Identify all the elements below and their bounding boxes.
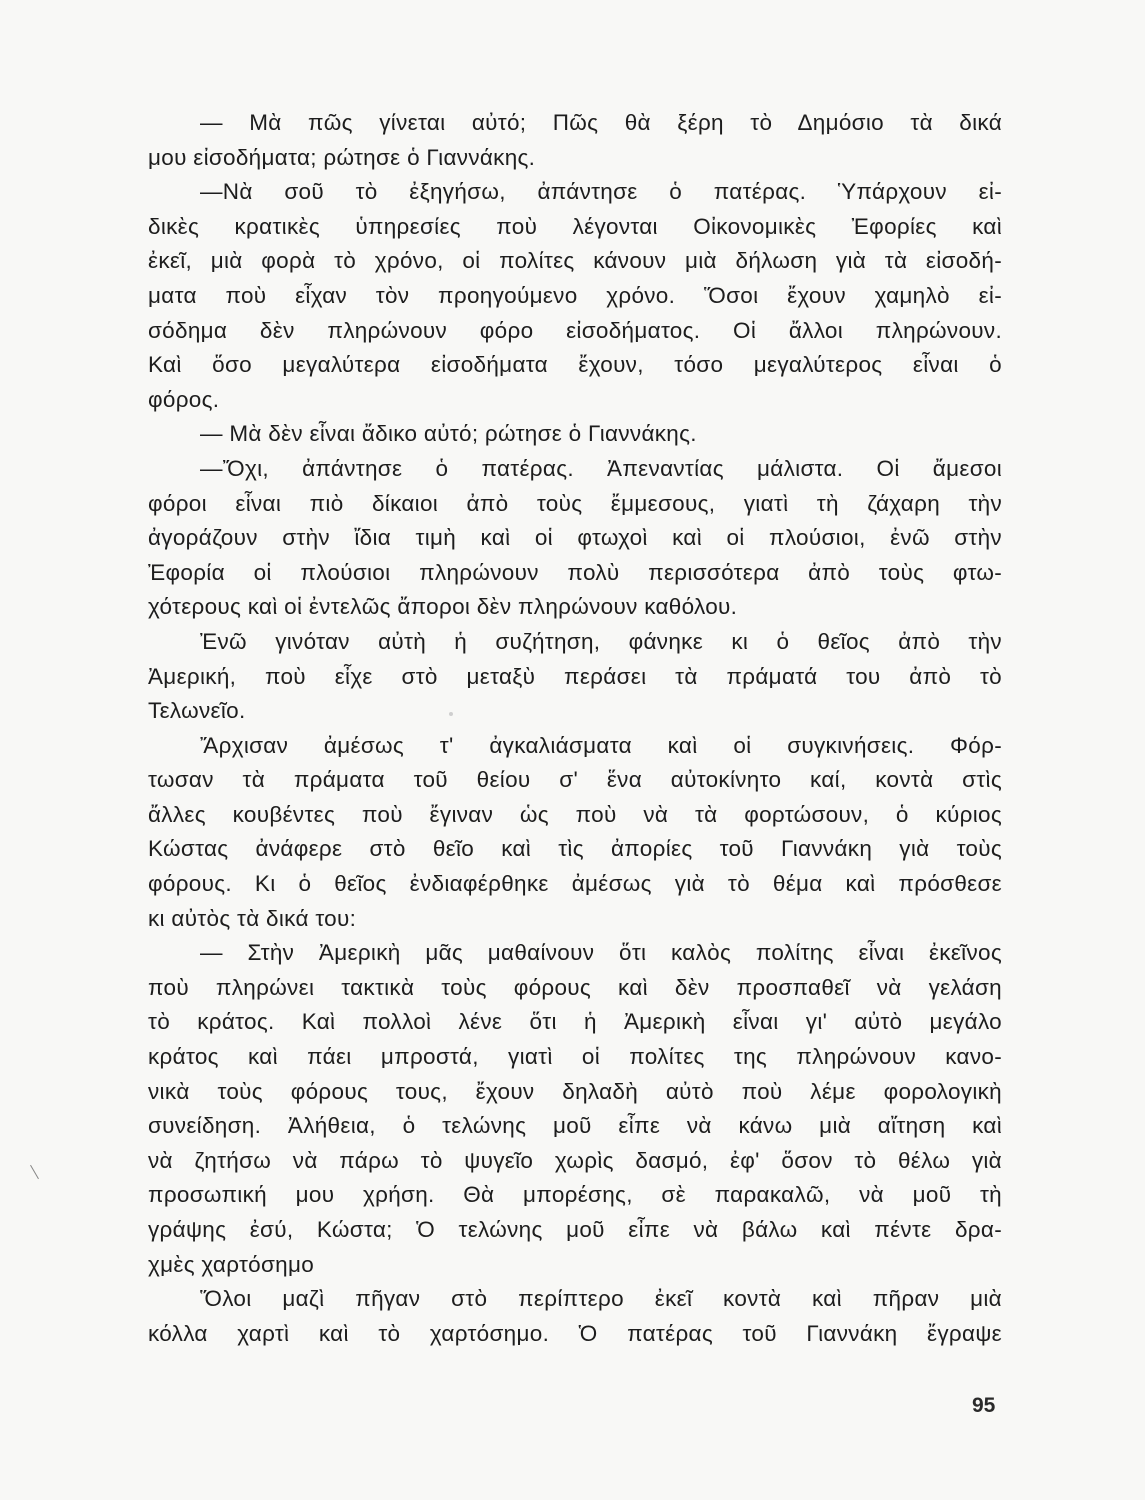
text-line: ἀγοράζουν στὴν ἴδια τιμὴ καὶ οἱ φτωχοὶ καὶ οἱ πλούσιοι, ἐνῶ στὴν xyxy=(148,525,1002,551)
text-line: φόρος. xyxy=(148,386,220,412)
text-line: μου εἰσοδήματα; ρώτησε ὁ Γιαννάκης. xyxy=(148,144,536,170)
text-line: τὸ κράτος. Καὶ πολλοὶ λένε ὅτι ἡ Ἀμερικὴ εἶναι γι' αὐτὸ μεγάλο xyxy=(148,1009,1002,1035)
paper-speck xyxy=(449,712,453,716)
text-line: —Νὰ σοῦ τὸ ἐξηγήσω, ἀπάντησε ὁ πατέρας. Ὑπάρχουν εἰ- xyxy=(200,179,1002,205)
text-line: δικὲς κρατικὲς ὑπηρεσίες ποὺ λέγονται Οἰκονομικὲς Ἐφορίες καὶ xyxy=(148,213,1002,239)
text-line: ἄλλες κουβέντες ποὺ ἔγιναν ὡς ποὺ νὰ τὰ φορτώσουν, ὁ κύριος xyxy=(148,801,1002,827)
text-line: —Ὄχι, ἀπάντησε ὁ πατέρας. Ἀπεναντίας μάλιστα. Οἱ ἄμεσοι xyxy=(200,455,1002,481)
text-line: Κώστας ἀνάφερε στὸ θεῖο καὶ τὶς ἀπορίες τοῦ Γιαννάκη γιὰ τοὺς xyxy=(148,836,1002,862)
text-line: κράτος καὶ πάει μπροστά, γιατὶ οἱ πολίτες της πληρώνουν κανο- xyxy=(148,1044,1002,1070)
margin-mark xyxy=(30,1165,39,1179)
text-line: κι αὐτὸς τὰ δικά του: xyxy=(148,905,357,931)
body-text xyxy=(148,106,1002,1351)
text-line: Ἄρχισαν ἀμέσως τ' ἀγκαλιάσματα καὶ οἱ συγκινήσεις. Φόρ- xyxy=(200,732,1002,758)
page-number: 95 xyxy=(972,1394,996,1417)
text-line: ματα ποὺ εἶχαν τὸν προηγούμενο χρόνο. Ὅσοι ἔχουν χαμηλὸ εἰ- xyxy=(148,282,1002,308)
text-line: νὰ ζητήσω νὰ πάρω τὸ ψυγεῖο χωρὶς δασμό, ἐφ' ὅσον τὸ θέλω γιὰ xyxy=(148,1147,1002,1173)
text-line: Ὅλοι μαζὶ πῆγαν στὸ περίπτερο ἐκεῖ κοντὰ καὶ πῆραν μιὰ xyxy=(200,1286,1002,1312)
text-line: χότερους καὶ οἱ ἐντελῶς ἄποροι δὲν πληρώνουν καθόλου. xyxy=(148,594,738,620)
text-line: — Στὴν Ἀμερικὴ μᾶς μαθαίνουν ὅτι καλὸς πολίτης εἶναι ἐκεῖνος xyxy=(200,940,1002,966)
text-line: συνείδηση. Ἀλήθεια, ὁ τελώνης μοῦ εἶπε νὰ κάνω μιὰ αἴτηση καὶ xyxy=(148,1113,1002,1139)
text-line: Ἀμερική, ποὺ εἶχε στὸ μεταξὺ περάσει τὰ πράματά του ἀπὸ τὸ xyxy=(148,663,1002,689)
text-line: Τελωνεῖο. xyxy=(148,698,246,724)
text-line: νικὰ τοὺς φόρους τους, ἔχουν δηλαδὴ αὐτὸ ποὺ λέμε φορολογικὴ xyxy=(148,1078,1002,1104)
text-line: Ἐφορία οἱ πλούσιοι πληρώνουν πολὺ περισσότερα ἀπὸ τοὺς φτω- xyxy=(148,559,1002,585)
text-line: Καὶ ὅσο μεγαλύτερα εἰσοδήματα ἔχουν, τόσο μεγαλύτερος εἶναι ὁ xyxy=(148,352,1002,378)
text-line: προσωπική μου χρήση. Θὰ μπορέσης, σὲ παρακαλῶ, νὰ μοῦ τὴ xyxy=(148,1182,1002,1208)
text-line: φόρους. Κι ὁ θεῖος ἐνδιαφέρθηκε ἀμέσως γιὰ τὸ θέμα καὶ πρόσθεσε xyxy=(148,871,1002,897)
text-line: φόροι εἶναι πιὸ δίκαιοι ἀπὸ τοὺς ἔμμεσους, γιατὶ τὴ ζάχαρη τὴν xyxy=(148,490,1002,516)
text-line: — Μὰ πῶς γίνεται αὐτό; Πῶς θὰ ξέρη τὸ Δημόσιο τὰ δικά xyxy=(200,110,1002,135)
text-line: τωσαν τὰ πράματα τοῦ θείου σ' ἕνα αὐτοκίνητο καί, κοντὰ στὶς xyxy=(148,767,1002,793)
text-line: κόλλα χαρτὶ καὶ τὸ χαρτόσημο. Ὁ πατέρας τοῦ Γιαννάκη ἔγραψε xyxy=(148,1320,1002,1346)
text-line: Ἐνῶ γινόταν αὐτὴ ἡ συζήτηση, φάνηκε κι ὁ θεῖος ἀπὸ τὴν xyxy=(200,628,1002,654)
text-line: — Μὰ δὲν εἶναι ἄδικο αὐτό; ρώτησε ὁ Γιαννάκης. xyxy=(200,421,697,447)
text-line: ἐκεῖ, μιὰ φορὰ τὸ χρόνο, οἱ πολίτες κάνουν μιὰ δήλωση γιὰ τὰ εἰσοδή- xyxy=(148,248,1002,274)
text-line: γράψης ἐσύ, Κώστα; Ὁ τελώνης μοῦ εἶπε νὰ βάλω καὶ πέντε δρα- xyxy=(148,1217,1002,1242)
text-line: σόδημα δὲν πληρώνουν φόρο εἰσοδήματος. Οἱ ἄλλοι πληρώνουν. xyxy=(148,317,1002,343)
text-line: ποὺ πληρώνει τακτικὰ τοὺς φόρους καὶ δὲν προσπαθεῖ νὰ γελάση xyxy=(148,974,1002,1000)
text-line: χμὲς χαρτόσημο xyxy=(148,1251,315,1277)
